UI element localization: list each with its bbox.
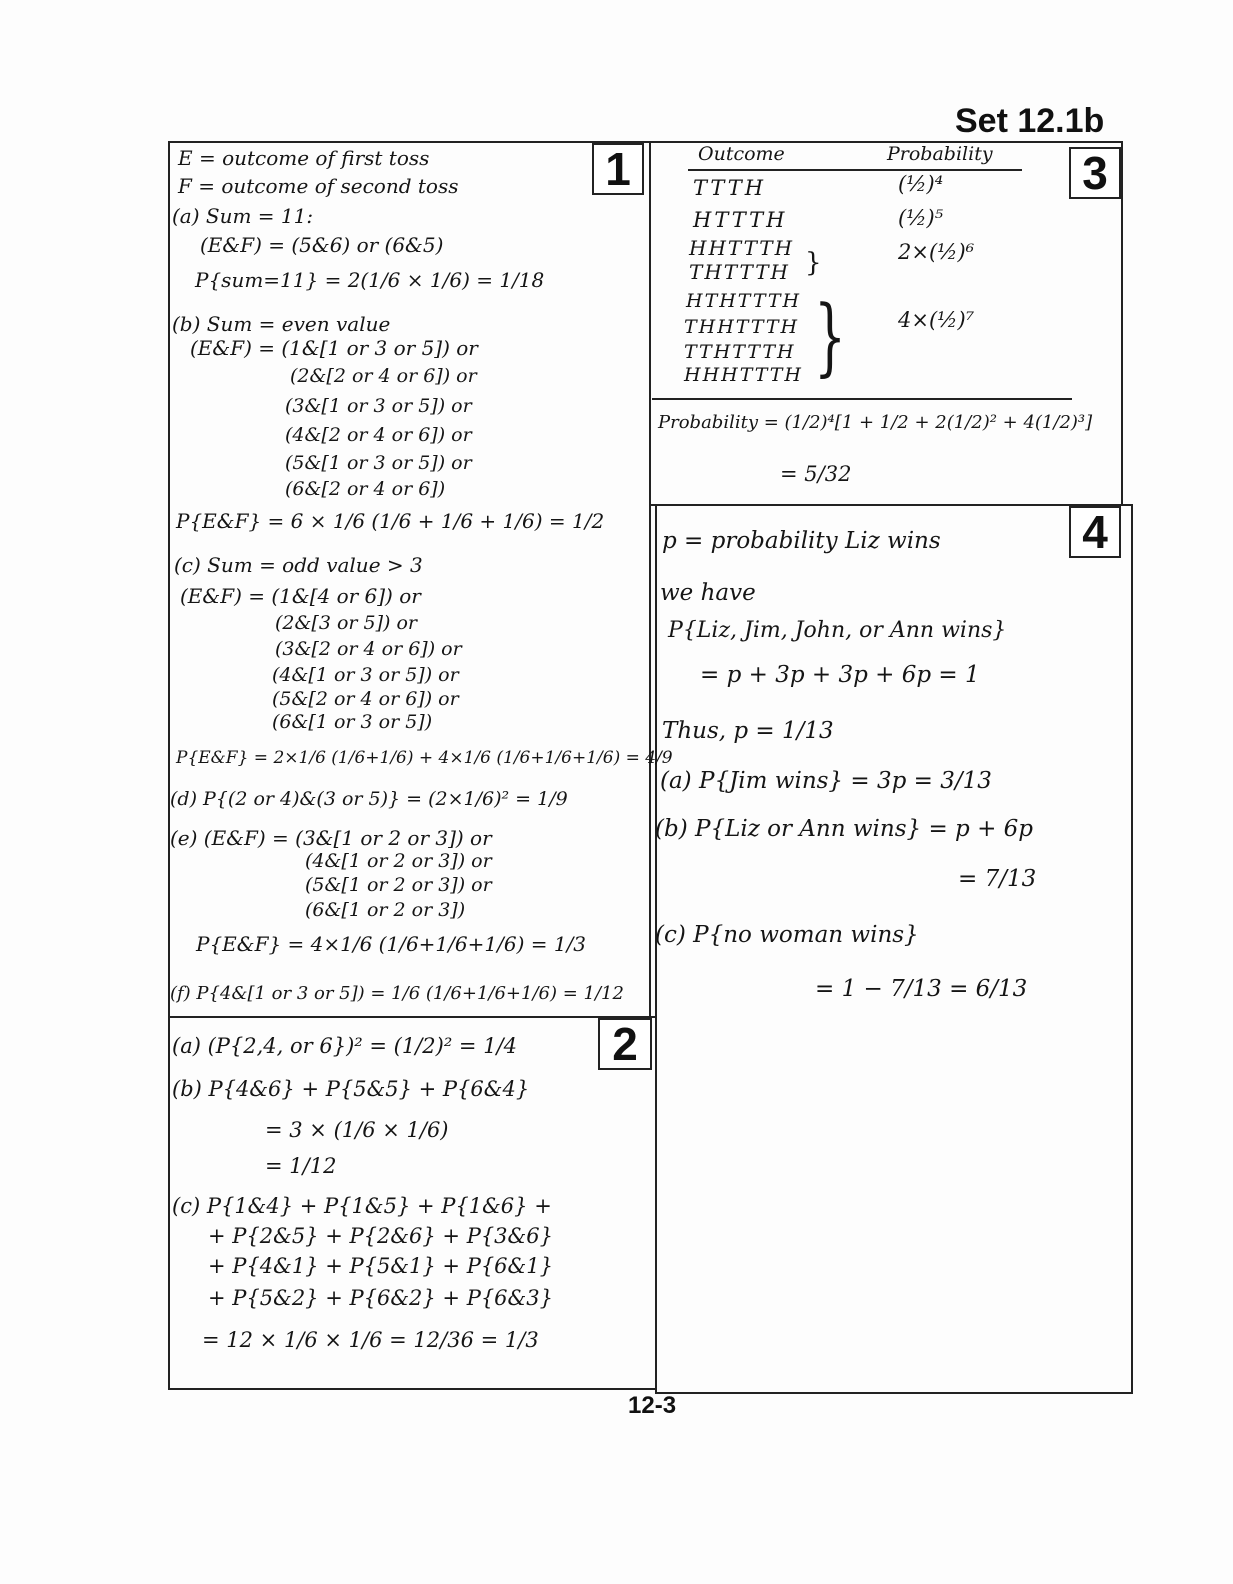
p4-line: Thus, p = 1/13 [662,718,834,744]
p3-header-rule [688,169,1022,171]
p2-line: + P{2&5} + P{2&6} + P{3&6} [208,1224,553,1248]
p1-line: (5&[2 or 4 or 6]) or [272,688,459,710]
problem-4-badge: 4 [1069,506,1121,558]
p1-line: (2&[3 or 5]) or [275,612,417,634]
p1-line: E = outcome of first toss [178,146,430,170]
p4-line: = 1 − 7/13 = 6/13 [815,976,1028,1002]
p2-line: (b) P{4&6} + P{5&5} + P{6&4} [172,1077,530,1101]
p1-line: (6&[1 or 2 or 3]) [305,899,466,921]
p2-line: + P{4&1} + P{5&1} + P{6&1} [208,1254,553,1278]
p3-probability: (½)⁵ [898,206,944,230]
p3-outcome: TTTH [693,176,767,200]
p4-line: = 7/13 [958,866,1037,892]
p3-formula: Probability = (1/2)⁴[1 + 1/2 + 2(1/2)² + 4(1/2)³] [658,412,1093,433]
p1-line: (E&F) = (5&6) or (6&5) [200,233,444,257]
p1-line: (5&[1 or 2 or 3]) or [305,874,492,896]
p2-line: = 3 × (1/6 × 1/6) [265,1118,449,1142]
p4-line: (c) P{no woman wins} [655,922,919,948]
p1-line: (e) (E&F) = (3&[1 or 2 or 3]) or [170,826,492,850]
p1-line: (4&[1 or 2 or 3]) or [305,850,492,872]
p1-line: (4&[2 or 4 or 6]) or [285,424,472,446]
brace-icon: } [814,287,847,385]
problem-3-badge: 3 [1069,147,1121,199]
p1-line: (3&[2 or 4 or 6]) or [275,638,462,660]
p1-line: (d) P{(2 or 4)&(3 or 5)} = (2×1/6)² = 1/9 [170,788,568,810]
p3-divider [652,398,1072,400]
brace-icon: } [805,248,822,278]
p1-line: (a) Sum = 11: [172,204,314,228]
problem-2-badge: 2 [598,1018,652,1070]
p3-outcome: THTTTH [689,260,790,284]
p1-line: (6&[1 or 3 or 5]) [272,711,433,733]
p2-line: = 1/12 [265,1154,337,1178]
p1-line: (2&[2 or 4 or 6]) or [290,365,477,387]
p3-col-probability: Probability [887,143,993,165]
p1-line: (b) Sum = even value [172,312,391,336]
p4-line: (b) P{Liz or Ann wins} = p + 6p [655,816,1034,842]
page-number: 12-3 [628,1392,677,1419]
p3-probability: (½)⁴ [898,172,944,196]
p1-line: (c) Sum = odd value > 3 [174,553,423,577]
p4-line: p = probability Liz wins [662,528,941,554]
p3-outcome: HTHTTTH [686,290,802,312]
p1-line: (4&[1 or 3 or 5]) or [272,664,459,686]
p1-line: P{sum=11} = 2(1/6 × 1/6) = 1/18 [195,268,545,292]
p3-outcome: HHHTTTH [684,364,804,386]
p1-line: (f) P{4&[1 or 3 or 5]) = 1/6 (1/6+1/6+1/6) = 1/12 [170,983,624,1004]
p2-line: + P{5&2} + P{6&2} + P{6&3} [208,1286,553,1310]
p3-outcome: HTTTH [693,208,788,232]
p3-col-outcome: Outcome [698,143,785,165]
p1-line: (E&F) = (1&[1 or 3 or 5]) or [190,336,478,360]
p3-outcome: HHTTTH [689,236,795,260]
p2-line: (a) (P{2,4, or 6})² = (1/2)² = 1/4 [172,1034,517,1058]
p4-line: (a) P{Jim wins} = 3p = 3/13 [660,768,992,794]
p1-line: (5&[1 or 3 or 5]) or [285,452,472,474]
p4-line: = p + 3p + 3p + 6p = 1 [700,662,980,688]
p3-result: = 5/32 [780,462,852,486]
p1-line: (3&[1 or 3 or 5]) or [285,395,472,417]
p1-line: P{E&F} = 4×1/6 (1/6+1/6+1/6) = 1/3 [196,932,587,956]
p3-probability: 4×(½)⁷ [898,308,975,332]
p3-probability: 2×(½)⁶ [898,240,975,264]
p1-line: P{E&F} = 6 × 1/6 (1/6 + 1/6 + 1/6) = 1/2 [176,509,605,533]
p2-line: (c) P{1&4} + P{1&5} + P{1&6} + [172,1194,552,1218]
p4-line: we have [660,580,756,606]
p3-outcome: TTHTTTH [684,341,796,363]
problem-1-badge: 1 [592,143,644,195]
p3-outcome: THHTTTH [684,316,800,338]
p1-line: (E&F) = (1&[4 or 6]) or [180,584,421,608]
page-title: Set 12.1b [955,102,1105,140]
p1-line: P{E&F} = 2×1/6 (1/6+1/6) + 4×1/6 (1/6+1/6+1/6) = 4/9 [176,748,673,768]
p1-line: F = outcome of second toss [178,174,459,198]
p2-line: = 12 × 1/6 × 1/6 = 12/36 = 1/3 [202,1328,539,1352]
p4-line: P{Liz, Jim, John, or Ann wins} [668,618,1007,643]
p1-line: (6&[2 or 4 or 6]) [285,478,446,500]
